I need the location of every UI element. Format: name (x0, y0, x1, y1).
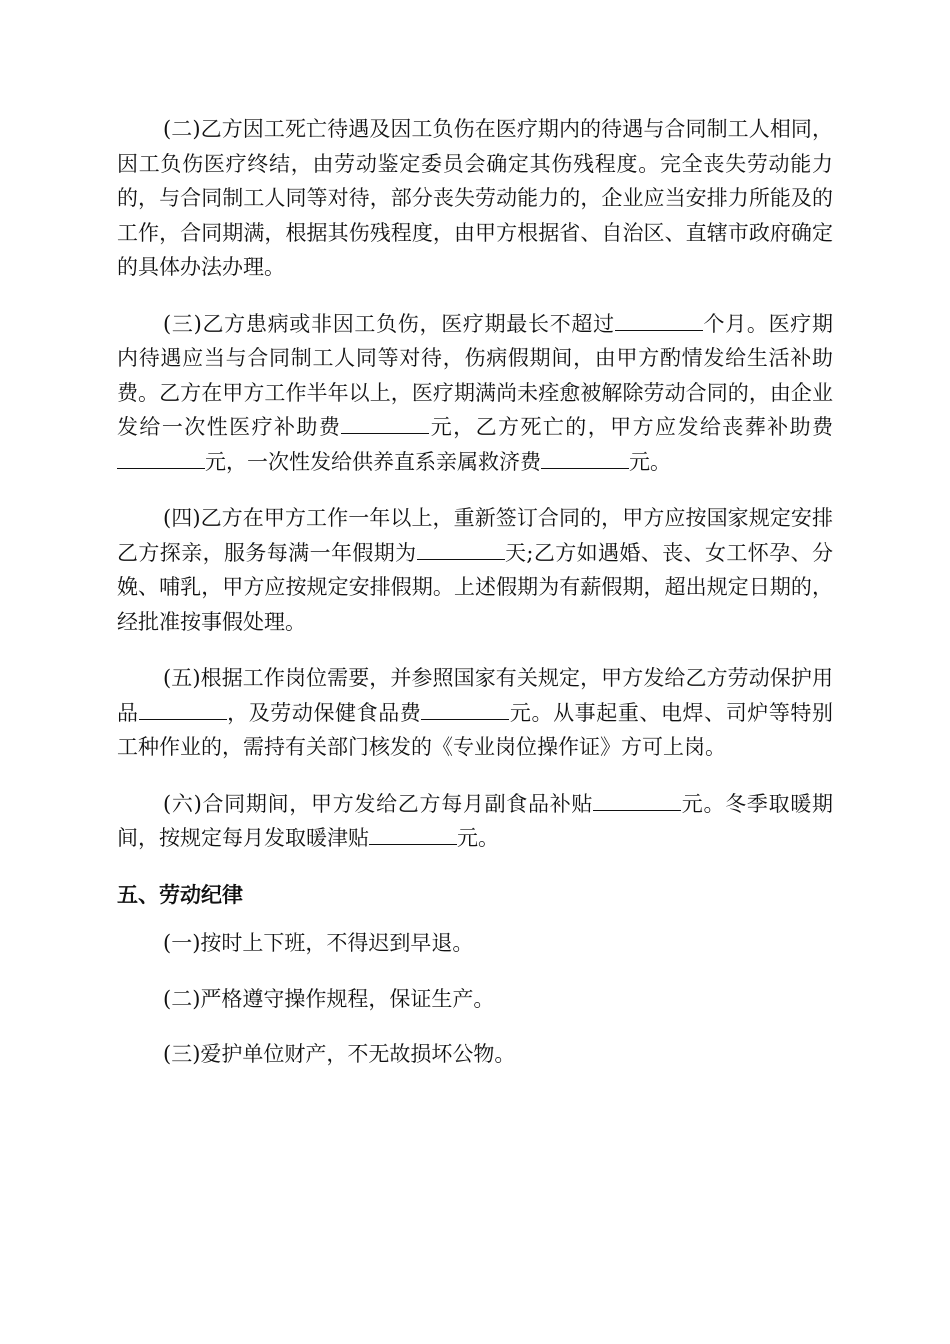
fill-blank-months[interactable] (615, 310, 703, 331)
list-item: (三)爱护单位财产，不无故损坏公物。 (163, 1042, 516, 1066)
text-segment: 个月。医疗期内待遇应当与合同制工人同等对待，伤病假期间，由甲方酌情发给生活补助费。乙方在甲方工作半年以上，医疗期满尚未痊愈被解除劳动合同的，由企业发给一次性医疗补助费 (117, 311, 833, 439)
fill-blank-relief-fee[interactable] (541, 448, 629, 469)
fill-blank-food-subsidy[interactable] (593, 790, 681, 811)
text-segment: (六)合同期间，甲方发给乙方每月副食品补贴 (163, 791, 594, 816)
fill-blank-funeral-subsidy[interactable] (117, 448, 205, 469)
list-item: (二)严格遵守操作规程，保证生产。 (163, 986, 495, 1011)
fill-blank-protective-items[interactable] (139, 699, 227, 720)
paragraph-subsidies (117, 787, 833, 856)
text-segment: 元，乙方死亡的，甲方应发给丧葬补助费 (429, 415, 834, 439)
fill-blank-health-food-fee[interactable] (421, 699, 509, 720)
text-segment: 元。从事起重、电焊、司炉等特别工种作业的，需持有关部门核发的《专业岗位操作证》方可上岗。 (117, 700, 834, 759)
text-segment: (四)乙方在甲方工作一年以上，重新签订合同的，甲方应按国家规定安排乙方探亲，服务每满一年假期为 (117, 506, 833, 565)
paragraph-illness-leave (117, 307, 833, 480)
paragraph-protective-gear (117, 661, 833, 765)
text-segment: 元。冬季取暖期间，按规定每月发取暖津贴 (117, 791, 833, 850)
list-item: (一)按时上下班，不得迟到早退。 (163, 931, 474, 955)
text-segment: 元，一次性发给供养直系亲属救济费 (205, 449, 541, 474)
text-segment: 元。 (629, 449, 671, 474)
text-segment: (五)根据工作岗位需要，并参照国家有关规定，甲方发给乙方劳动保护用品 (117, 666, 833, 725)
text-segment: (三)乙方患病或非因工负伤，医疗期最长不超过 (163, 311, 615, 336)
text-segment: ，及劳动保健食品费 (226, 700, 422, 725)
paragraph-work-injury: (二)乙方因工死亡待遇及因工负伤在医疗期内的待遇与合同制工人相同，因工负伤医疗终结，由劳动鉴定委员会确定其伤残程度。完全丧失劳动能力的，与合同制工人同等对待，部分丧失劳动能力的，企业应当安排力所能及的工作，合同期满，根据其伤残程度，由甲方根据省、自治区、直辖市政府确定的具体办法办理。 (117, 117, 833, 279)
text-segment: 天;乙方如遇婚、丧、女工怀孕、分娩、哺乳，甲方应按规定安排假期。上述假期为有薪假期，超出规定日期的，经批准按事假处理。 (117, 540, 833, 634)
text-segment: 元。 (457, 826, 499, 850)
fill-blank-medical-subsidy[interactable] (341, 413, 429, 434)
fill-blank-leave-days[interactable] (417, 539, 505, 560)
paragraph-home-leave (117, 501, 833, 639)
fill-blank-heating-allowance[interactable] (369, 824, 457, 845)
document-page (117, 112, 833, 1093)
section-heading-labor-discipline: 五、劳动纪律 (117, 882, 243, 907)
